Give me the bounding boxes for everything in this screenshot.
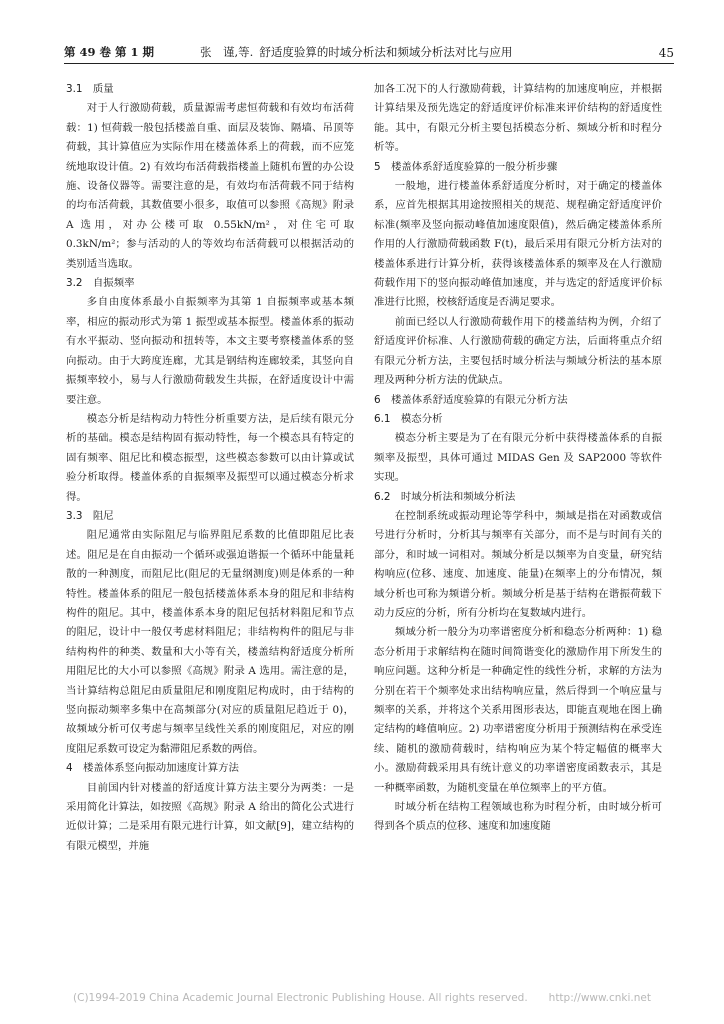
paragraph: 模态分析主要是为了在有限元分析中获得楼盖体系的自振频率及振型，具体可通过 MIDAS Gen 及 SAP2000 等软件实现。 [374, 432, 662, 484]
paragraph: 前面已经以人行激励荷载作用下的楼盖结构为例，介绍了舒适度评价标准、人行激励荷载的确定方法，后面将重点介绍有限元分析方法，主要包括时域分析法与频域分析法的基本原理及两种分析方法的优缺点。 [374, 315, 662, 387]
section-heading: 6 楼盖体系舒适度验算的有限元分析方法 [374, 393, 568, 406]
section-heading: 4 楼盖体系竖向振动加速度计算方法 [66, 762, 239, 775]
section-heading: 6.2 时域分析法和频域分析法 [374, 490, 516, 503]
copyright-footer: (C)1994-2019 China Academic Journal Electronic Publishing House. All rights reserved. http://www.cnki.net [73, 992, 651, 1004]
paragraph: 在控制系统或振动理论等学科中，频域是指在对函数或信号进行分析时，分析其与频率有关部分，而不是与时间有关的部分，和时域一词相对。频域分析是以频率为自变量，研究结构响应(位移、速度、加速度、能量)在频率上的分布情况，频域分析也可称为频谱分析。频域分析是基于结构在谐振荷载下动力反应的分析，所有分析均在复数域内进行。 [374, 509, 662, 619]
header-title: 舒适度验算的时域分析法和频域分析法对比与应用 [259, 45, 513, 59]
paragraph: 频域分析一般分为功率谱密度分析和稳态分析两种：1) 稳态分析用于求解结构在随时间简谐变化的激励作用下所发生的响应问题。这种分析是一种确定性的线性分析，求解的方法为分别在若干个频率处求出结构响应量，然后得到一个响应量与频率的关系，并将这个关系用图形表达，即能直观地在图上确定结构的峰值响应。2) 功率谱密度分析用于预测结构在承受连续、随机的激励荷载时，结构响应为某个特定幅值的概率大小。激励荷载采用具有统计意义的功率谱密度函数表示，其是一种概率函数，为随机变量在单位频率上的平方值。 [374, 626, 662, 794]
header-authors: 张 谨,等. [200, 45, 254, 59]
paragraph: 目前国内针对楼盖的舒适度计算方法主要分为两类：一是采用简化计算法，如按照《高规》附录 A 给出的简化公式进行近似计算；二是采用有限元进行计算，如文献[9]，建立结构的有限元模型，并施 [66, 781, 354, 852]
paragraph: 一般地，进行楼盖体系舒适度分析时，对于确定的楼盖体系，应首先根据其用途按照相关的规范、规程确定舒适度评价标准(频率及竖向振动峰值加速度限值)，然后确定楼盖体系所作用的人行激励荷载函数 F(t)，最后采用有限元分析方法对的楼盖体系进行计算分析，获得该楼盖体系的频率及在人行激励荷载作用下的竖向振动峰值加速度，并与选定的舒适度评价标准进行比照，校核舒适度是否满足要求。 [374, 180, 662, 309]
page-number: 45 [658, 46, 674, 60]
running-header [64, 40, 674, 64]
left-column [66, 80, 354, 856]
paragraph: 多自由度体系最小自振频率为其第 1 自振频率或基本频率，相应的振动形式为第 1 振型或基本振型。楼盖体系的振动有水平振动、竖向振动和扭转等，本文主要考察楼盖体系的竖向振动。由于大跨度连廊，尤其是钢结构连廊较柔，其竖向自振频率较小，易与人行激励荷载发生共振，在舒适度设计中需要注意。 [66, 296, 354, 406]
section-heading: 6.1 模态分析 [374, 412, 443, 425]
paragraph: 阻尼通常由实际阻尼与临界阻尼系数的比值即阻尼比表述。阻尼是在自由振动一个循环或强迫谐振一个循环中能量耗散的一种测度，而阻尼比(阻尼的无量纲测度)则是体系的一种特性。楼盖体系的阻尼一般包括楼盖体系本身的阻尼和非结构构件的阻尼。其中，楼盖体系本身的阻尼包括材料阻尼和节点的阻尼，设计中一般仅考虑材料阻尼；非结构构件的阻尼与非结构构件的种类、数量和大小等有关，楼盖结构舒适度分析所用阻尼比的大小可以参照《高规》附录 A 选用。需注意的是，当计算结构总阻尼由质量阻尼和刚度阻尼构成时，由于结构的竖向振动频率多集中在高频部分(对应的质量阻尼趋近于 0)，故频域分析可仅考虑与频率呈线性关系的刚度阻尼，对应的刚度阻尼系数可设定为黏滞阻尼系数的两倍。 [66, 529, 354, 755]
section-heading: 3.3 阻尼 [66, 509, 114, 522]
paragraph: 对于人行激励荷载，质量源需考虑恒荷载和有效均布活荷载：1) 恒荷载一般包括楼盖自重、面层及装饰、隔墙、吊顶等荷载，其计算值应为实际作用在楼盖体系上的荷载，而不应笼统地取设计值。2) 有效均布活荷载指楼盖上随机布置的办公设施、设备仪器等。需要注意的是，有效均布活荷载不同于结构的均布活荷载，其数值要小很多，取值可以参照《高规》附录 A 选用，对办公楼可取 0.55kN/m²，对住宅可取 0.3kN/m²；参与活动的人的等效均布活荷载可以根据活动的类别适当选取。 [66, 102, 354, 270]
right-column [374, 80, 662, 837]
volume-issue: 第 49 卷 第 1 期 [64, 45, 155, 59]
paragraph-continued: 加各工况下的人行激励荷载，计算结构的加速度响应，并根据计算结果及预先选定的舒适度评价标准来评价结构的舒适度性能。其中，有限元分析主要包括模态分析、频域分析和时程分析等。 [374, 83, 662, 154]
section-heading: 3.2 自振频率 [66, 277, 135, 290]
section-heading: 3.1 质量 [66, 83, 114, 95]
section-heading: 5 楼盖体系舒适度验算的一般分析步骤 [374, 160, 558, 173]
paragraph: 时域分析在结构工程领域也称为时程分析，由时域分析可得到各个质点的位移、速度和加速度随 [374, 801, 662, 833]
paragraph: 模态分析是结构动力特性分析重要方法，是后续有限元分析的基础。模态是结构固有振动特性，每一个模态具有特定的固有频率、阻尼比和模态振型，这些模态参数可以由计算或试验分析取得。楼盖体系的自振频率及振型可以通过模态分析求得。 [66, 412, 354, 503]
